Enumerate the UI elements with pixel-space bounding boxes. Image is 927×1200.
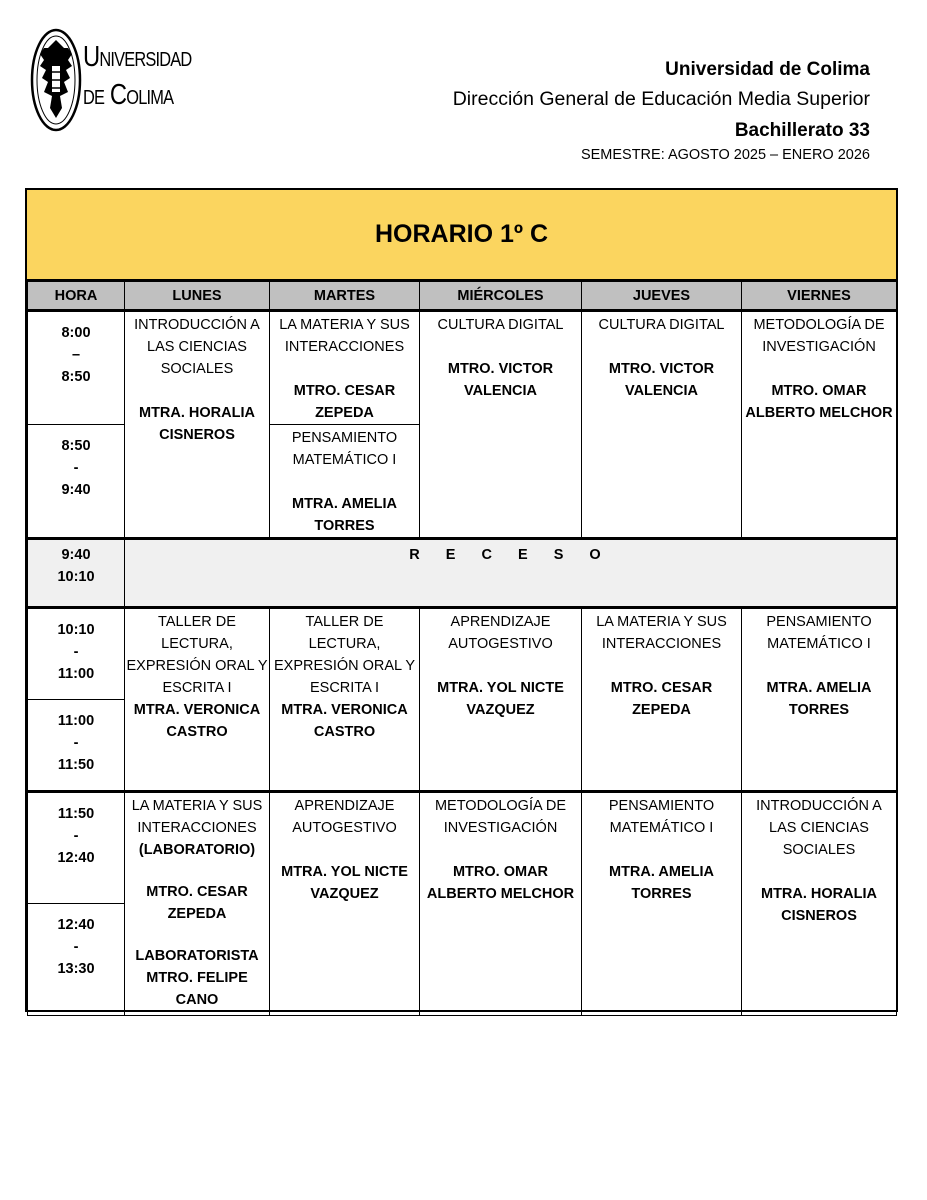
col-miercoles: MIÉRCOLES	[420, 282, 582, 311]
col-jueves: JUEVES	[582, 282, 742, 311]
logo-line-2: de Colima	[83, 79, 174, 111]
table-row	[28, 539, 897, 608]
schedule-frame	[25, 188, 898, 1012]
logo-line-1: Universidad	[83, 41, 192, 73]
table-row	[28, 608, 897, 700]
school-name: Bachillerato 33	[734, 120, 870, 141]
class-cell: TALLER DE LECTURA, EXPRESIÓN ORAL Y ESCRITA I MTRA. VERONICA CASTRO	[270, 608, 420, 792]
semester-label: SEMESTRE: AGOSTO 2025 – ENERO 2026	[580, 147, 870, 163]
schedule-table	[27, 281, 897, 1016]
class-cell: LA MATERIA Y SUS INTERACCIONES (LABORATORIO) MTRO. CESAR ZEPEDA LABORATORISTA MTRO. FELIPE CANO	[125, 792, 270, 1016]
class-cell: APRENDIZAJE AUTOGESTIVO MTRA. YOL NICTE VAZQUEZ	[420, 608, 582, 792]
class-cell: CULTURA DIGITAL MTRO. VICTOR VALENCIA	[582, 311, 742, 539]
time-slot: 11:50 - 12:40	[28, 792, 125, 904]
time-slot: 12:40 - 13:30	[28, 904, 125, 1016]
university-name: Universidad de Colima	[665, 59, 870, 80]
col-hora: HORA	[28, 282, 125, 311]
time-slot: 9:40 10:10	[28, 539, 125, 608]
class-cell: PENSAMIENTO MATEMÁTICO I MTRA. AMELIA TORRES	[582, 792, 742, 1016]
class-cell: INTRODUCCIÓN A LAS CIENCIAS SOCIALES MTRA. HORALIA CISNEROS	[742, 792, 897, 1016]
table-row	[28, 792, 897, 904]
col-viernes: VIERNES	[742, 282, 897, 311]
time-slot: 11:00 - 11:50	[28, 700, 125, 792]
class-cell: INTRODUCCIÓN A LAS CIENCIAS SOCIALES MTRA. HORALIA CISNEROS	[125, 311, 270, 539]
university-logo-wordmark	[83, 38, 191, 114]
time-slot: 8:00 – 8:50	[28, 311, 125, 425]
table-header-row	[28, 282, 897, 311]
direction-name: Dirección General de Educación Media Superior	[452, 88, 870, 110]
time-slot: 10:10 - 11:00	[28, 608, 125, 700]
class-cell: PENSAMIENTO MATEMÁTICO I MTRA. AMELIA TORRES	[742, 608, 897, 792]
col-lunes: LUNES	[125, 282, 270, 311]
table-row	[28, 311, 897, 425]
class-cell: APRENDIZAJE AUTOGESTIVO MTRA. YOL NICTE VAZQUEZ	[270, 792, 420, 1016]
class-cell: PENSAMIENTO MATEMÁTICO I MTRA. AMELIA TORRES	[270, 425, 420, 539]
col-martes: MARTES	[270, 282, 420, 311]
class-cell: METODOLOGÍA DE INVESTIGACIÓN MTRO. OMAR ALBERTO MELCHOR	[742, 311, 897, 539]
time-slot: 8:50 - 9:40	[28, 425, 125, 539]
recess-cell: R E C E S O	[125, 539, 897, 608]
schedule-title: HORARIO 1º C	[374, 220, 549, 248]
class-cell: LA MATERIA Y SUS INTERACCIONES MTRO. CESAR ZEPEDA	[270, 311, 420, 425]
class-cell: LA MATERIA Y SUS INTERACCIONES MTRO. CESAR ZEPEDA	[582, 608, 742, 792]
class-cell: METODOLOGÍA DE INVESTIGACIÓN MTRO. OMAR ALBERTO MELCHOR	[420, 792, 582, 1016]
schedule-title-bar	[27, 190, 896, 281]
class-cell: TALLER DE LECTURA, EXPRESIÓN ORAL Y ESCRITA I MTRA. VERONICA CASTRO	[125, 608, 270, 792]
class-cell: CULTURA DIGITAL MTRO. VICTOR VALENCIA	[420, 311, 582, 539]
